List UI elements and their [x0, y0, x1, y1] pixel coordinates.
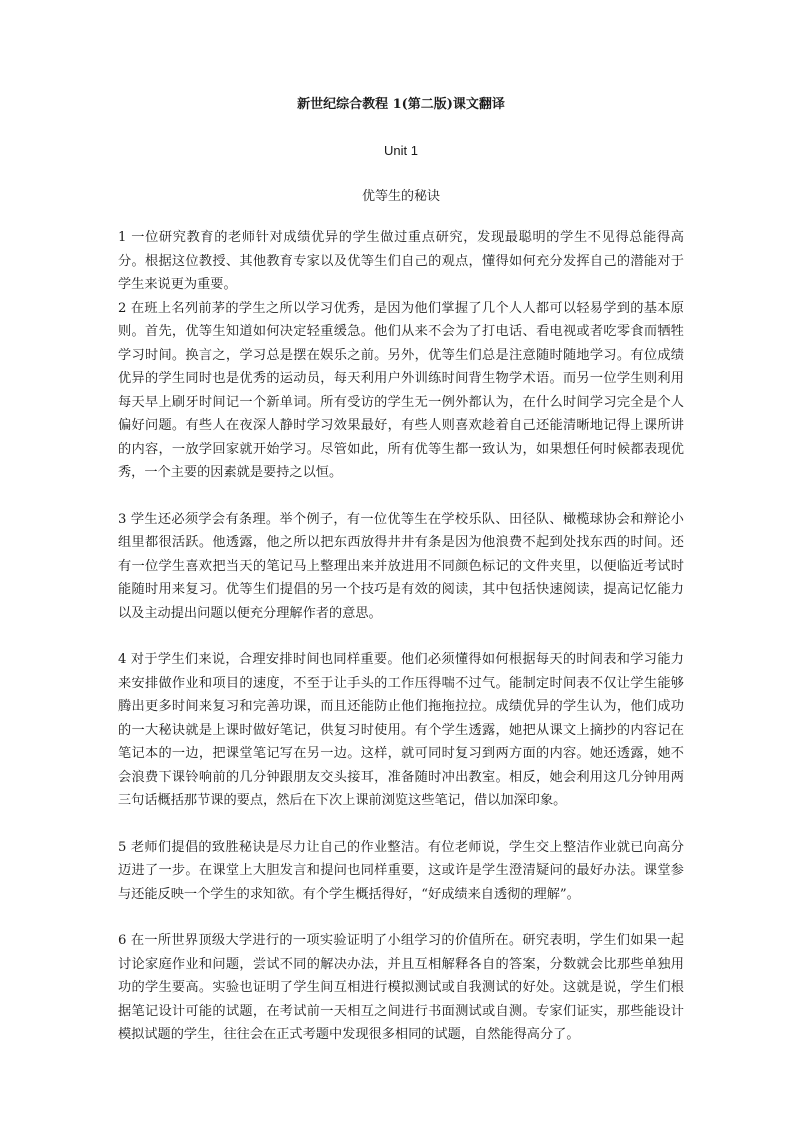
paragraph-6: 6 在一所世界顶级大学进行的一项实验证明了小组学习的价值所在。研究表明，学生们如果一起讨论家庭作业和问题，尝试不同的解决办法，并且互相解释各自的答案，分数就会比那些单独用功的学生要高。实验也证明了学生间互相进行模拟测试或自我测试的好处。这就是说，学生们根据笔记设计可能的试题，在考试前一天相互之间进行书面测试或自测。专家们证实，那些能设计模拟试题的学生，往往会在正式考题中发现很多相同的试题，自然能得高分了。 [118, 933, 684, 1042]
paragraph-1: 1 一位研究教育的老师针对成绩优异的学生做过重点研究，发现最聪明的学生不见得总能得高分。根据这位教授、其他教育专家以及优等生们自己的观点，懂得如何充分发挥自己的潜能对于学生来说更为重要。 [118, 230, 684, 292]
unit-heading: Unit 1 [384, 143, 418, 158]
article-title: 优等生的秘诀 [361, 189, 440, 204]
article-body [118, 226, 684, 1047]
paragraph-3: 3 学生还必须学会有条理。举个例子，有一位优等生在学校乐队、田径队、橄榄球协会和辩论小组里都很活跃。他透露，他之所以把东西放得井井有条是因为他浪费不起到处找东西的时间。还有一位学生喜欢把当天的笔记马上整理出来并放进用不同颜色标记的文件夹里，以便临近考试时能随时用来复习。优等生们提倡的另一个技巧是有效的阅读，其中包括快速阅读，提高记忆能力以及主动提出问题以便充分理解作者的意思。 [118, 511, 684, 621]
paragraph-4: 4 对于学生们来说，合理安排时间也同样重要。他们必须懂得如何根据每天的时间表和学习能力来安排做作业和项目的速度，不至于让手头的工作压得喘不过气。能制定时间表不仅让学生能够腾出更多时间来复习和完善功课，而且还能防止他们拖拖拉拉。成绩优异的学生认为，他们成功的一大秘诀就是上课时做好笔记，供复习时使用。有个学生透露，她把从课文上摘抄的内容记在笔记本的一边，把课堂笔记写在另一边。这样，就可同时复习到两方面的内容。她还透露，她不会浪费下课铃响前的几分钟跟朋友交头接耳，准备随时冲出教室。相反，她会利用这几分钟用两三句话概括那节课的要点，然后在下次上课前浏览这些笔记，借以加深印象。 [118, 652, 684, 808]
paragraph-2: 2 在班上名列前茅的学生之所以学习优秀，是因为他们掌握了几个人人都可以轻易学到的基本原则。首先，优等生知道如何决定轻重缓急。他们从来不会为了打电话、看电视或者吃零食而牺牲学习时间。换言之，学习总是摆在娱乐之前。另外，优等生们总是注意随时随地学习。有位成绩优异的学生同时也是优秀的运动员，每天利用户外训练时间背生物学术语。而另一位学生则利用每天早上刷牙时间记一个新单词。所有受访的学生无一例外都认为，在什么时间学习完全是个人偏好问题。有些人在夜深人静时学习效果最好，有些人则喜欢趁着自己还能清晰地记得上课所讲的内容，一放学回家就开始学习。尽管如此，所有优等生都一致认为，如果想任何时候都表现优秀，一个主要的因素就是要持之以恒。 [118, 300, 684, 480]
document-title: 新世纪综合教程 1(第二版)课文翻译 [297, 97, 505, 112]
paragraph-5: 5 老师们提倡的致胜秘诀是尽力让自己的作业整洁。有位老师说，学生交上整洁作业就已向高分迈进了一步。在课堂上大胆发言和提问也同样重要，这或许是学生澄清疑问的最好办法。课堂参与还能反映一个学生的求知欲。有个学生概括得好，“好成绩来自透彻的理解”。 [118, 839, 684, 902]
document-page [118, 96, 684, 1047]
